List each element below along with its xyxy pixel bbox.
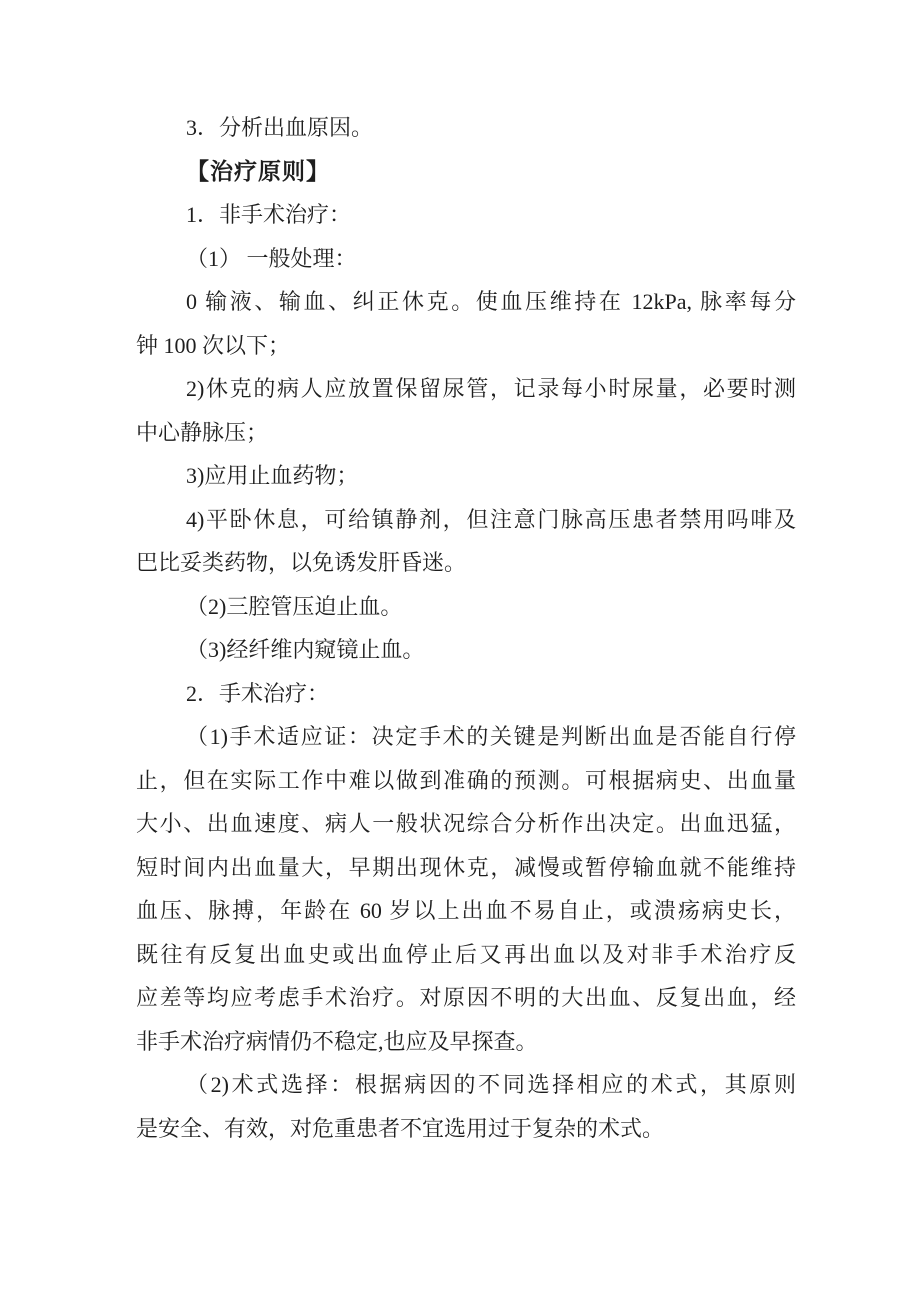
text-line: 0 输液、输血、纠正休克。使血压维持在 12kPa, 脉率每分 xyxy=(186,289,796,314)
text-line: 是安全、有效，对危重患者不宜选用过于复杂的术式。 xyxy=(136,1115,665,1141)
text-line: （1)手术适应证：决定手术的关键是判断出血是否能自行停 xyxy=(186,724,796,749)
text-line: 2．手术治疗： xyxy=(186,680,330,706)
text-line: （2)术式选择：根据病因的不同选择相应的术式，其原则 xyxy=(186,1072,796,1097)
text-line: 钟 100 次以下； xyxy=(136,332,291,358)
text-line: （2)三腔管压迫止血。 xyxy=(186,593,403,619)
text-line: 止，但在实际工作中难以做到准确的预测。可根据病史、出血量 xyxy=(136,767,796,793)
document-text-block xyxy=(136,106,796,1150)
text-line: 短时间内出血量大，早期出现休克，减慢或暂停输血就不能维持 xyxy=(136,854,796,880)
section-heading: 【治疗原则】 xyxy=(186,158,330,184)
text-line: （3)经纤维内窥镜止血。 xyxy=(186,637,425,662)
text-line: 血压、脉搏，年龄在 60 岁以上出血不易自止，或溃疡病史长， xyxy=(136,898,796,923)
text-line: 巴比妥类药物，以免诱发肝昏迷。 xyxy=(136,550,467,575)
text-line: 大小、出血速度、病人一般状况综合分析作出决定。出血迅猛， xyxy=(136,811,796,836)
text-line: 既往有反复出血史或出血停止后又再出血以及对非手术治疗反 xyxy=(136,941,796,967)
text-line: 中心静脉压； xyxy=(136,419,269,445)
text-line: 非手术治疗病情仍不稳定,也应及早探查。 xyxy=(136,1028,538,1054)
text-line: （1） 一般处理： xyxy=(186,245,357,271)
text-line: 3)应用止血药物； xyxy=(186,463,359,488)
text-line: 1．非手术治疗： xyxy=(186,202,352,227)
text-line: 应差等均应考虑手术治疗。对原因不明的大出血、反复出血，经 xyxy=(136,985,796,1010)
text-line: 4)平卧休息，可给镇静剂，但注意门脉高压患者禁用吗啡及 xyxy=(186,506,796,532)
text-line: 3．分析出血原因。 xyxy=(186,115,374,140)
text-line: 2)休克的病人应放置保留尿管，记录每小时尿量，必要时测 xyxy=(186,376,796,401)
